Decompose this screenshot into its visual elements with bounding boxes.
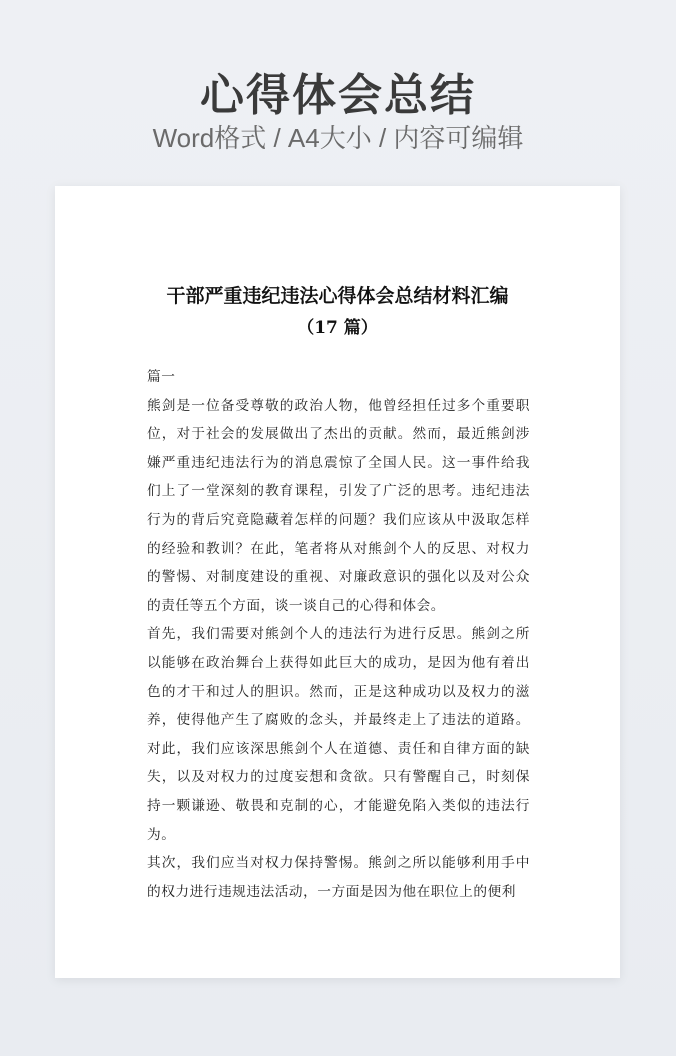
document-body — [147, 363, 530, 906]
banner-subtitle: Word格式 / A4大小 / 内容可编辑 — [152, 123, 524, 153]
paragraph-3: 其次，我们应当对权力保持警惕。熊剑之所以能够利用手中的权力进行违规违法活动，一方面是因为他在职位上的便利 — [147, 855, 530, 900]
document-page — [55, 186, 620, 978]
paragraph-1: 熊剑是一位备受尊敬的政治人物，他曾经担任过多个重要职位，对于社会的发展做出了杰出的贡献。然而，最近熊剑涉嫌严重违纪违法行为的消息震惊了全国人民。这一事件给我们上了一堂深刻的教育课程，引发了广泛的思考。违纪违法行为的背后究竟隐藏着怎样的问题？我们应该从中汲取怎样的经验和教训？在此，笔者将从对熊剑个人的反思、对权力的警惕、对制度建设的重视、对廉政意识的强化以及对公众的责任等五个方面，谈一谈自己的心得和体会。 — [147, 397, 530, 614]
document-subtitle: （17 篇） — [297, 318, 378, 338]
document-title: 干部严重违纪违法心得体会总结材料汇编 — [166, 285, 509, 307]
paragraph-2: 首先，我们需要对熊剑个人的违法行为进行反思。熊剑之所以能够在政治舞台上获得如此巨大的成功，是因为他有着出色的才干和过人的胆识。然而，正是这种成功以及权力的滋养，使得他产生了腐败的念头，并最终走上了违法的道路。对此，我们应该深思熊剑个人在道德、责任和自律方面的缺失，以及对权力的过度妄想和贪欲。只有警醒自己，时刻保持一颗谦逊、敬畏和克制的心，才能避免陷入类似的违法行为。 — [147, 626, 530, 843]
section-heading: 篇一 — [147, 369, 176, 385]
banner-title: 心得体会总结 — [200, 70, 476, 121]
